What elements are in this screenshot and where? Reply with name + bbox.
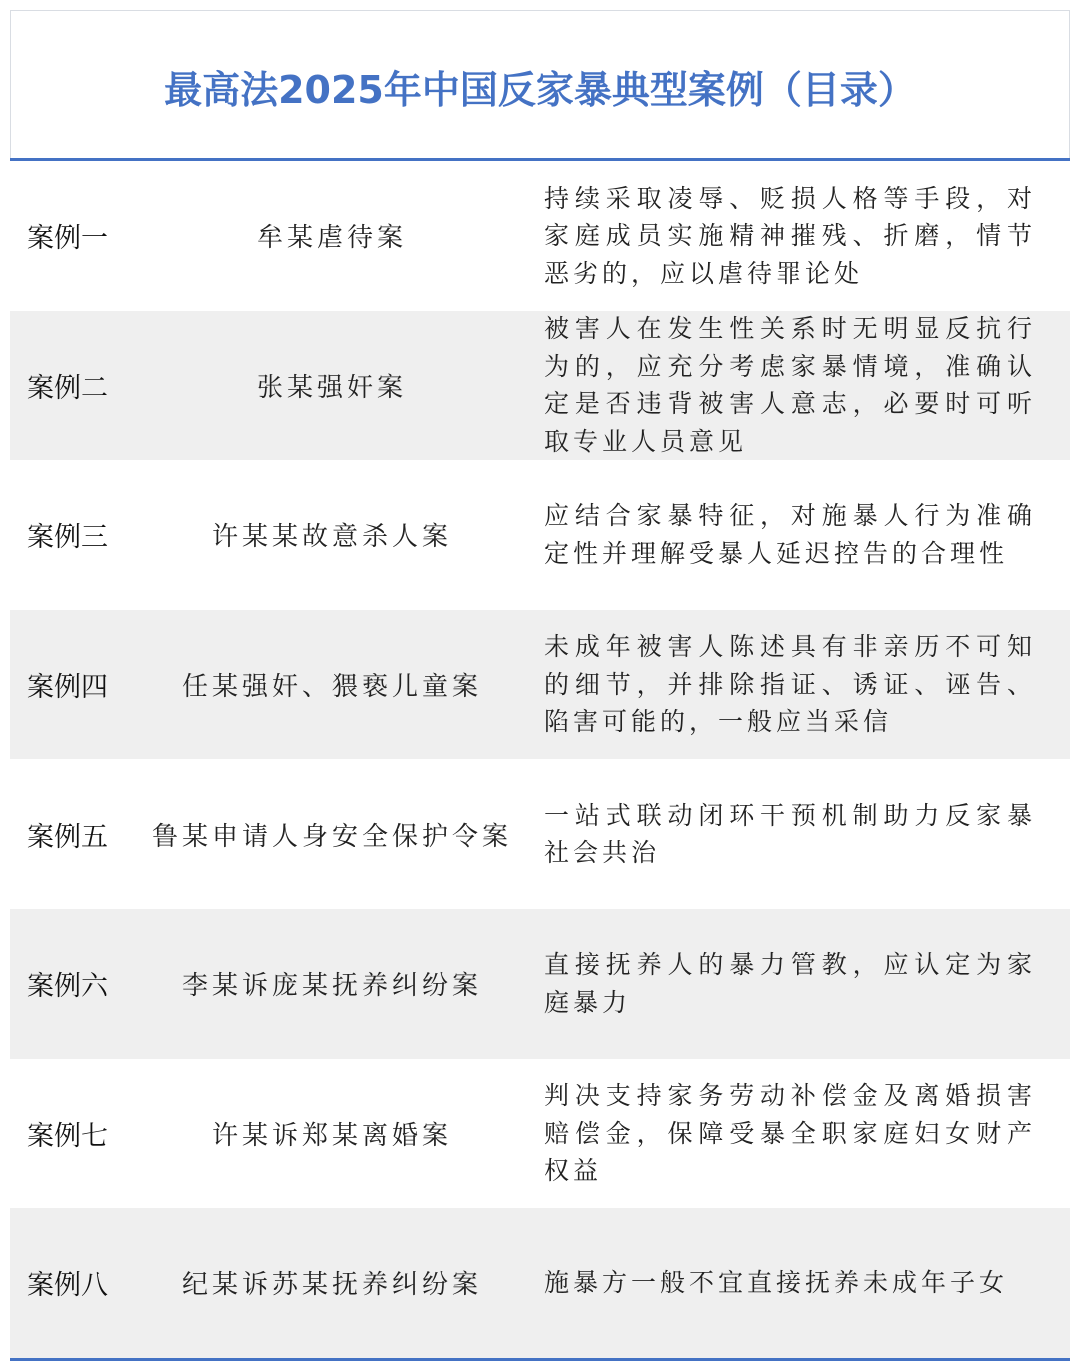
case-summary: 直接抚养人的暴力管教，应认定为家庭暴力 (544, 950, 1036, 1017)
case-table (10, 161, 1070, 1358)
case-summary: 一站式联动闭环干预机制助力反家暴社会共治 (544, 800, 1036, 868)
title-box (10, 10, 1070, 158)
case-summary: 应结合家暴特征，对施暴人行为准确定性并理解受暴人延迟控告的合理性 (544, 501, 1036, 568)
case-number: 案例二 (27, 372, 108, 404)
case-name: 李某诉庞某抚养纠纷案 (181, 971, 482, 1002)
table-row (10, 1059, 1070, 1209)
case-summary: 未成年被害人陈述具有非亲历不可知的细节，并排除指证、诱证、诬告、陷害可能的，一般应当采信 (544, 632, 1036, 737)
case-number: 案例三 (27, 522, 108, 554)
case-number: 案例四 (27, 672, 108, 704)
case-number: 案例一 (27, 223, 108, 255)
table-row (10, 460, 1070, 610)
case-summary: 施暴方一般不宜直接抚养未成年子女 (544, 1268, 1009, 1298)
case-number: 案例六 (27, 971, 108, 1003)
case-number: 案例八 (27, 1270, 108, 1302)
case-name: 任某强奸、猥亵儿童案 (181, 672, 482, 703)
bottom-divider (10, 1358, 1070, 1361)
case-summary: 判决支持家务劳动补偿金及离婚损害赔偿金，保障受暴全职家庭妇女财产权益 (544, 1081, 1036, 1186)
case-name: 许某某故意杀人案 (211, 522, 452, 553)
table-row (10, 610, 1070, 760)
case-summary: 持续采取凌辱、贬损人格等手段，对家庭成员实施精神摧残、折磨，情节恶劣的，应以虐待罪论处 (544, 183, 1036, 288)
table-row (10, 161, 1070, 311)
table-row (10, 1208, 1070, 1358)
case-number: 案例五 (27, 821, 108, 853)
case-number: 案例七 (27, 1120, 108, 1152)
document-page (10, 10, 1070, 1361)
table-row (10, 759, 1070, 909)
case-name: 鲁某申请人身安全保护令案 (151, 821, 512, 852)
case-summary: 被害人在发生性关系时无明显反抗行为的，应充分考虑家暴情境，准确认定是否违背被害人意志，必要时可听取专业人员意见 (544, 314, 1036, 456)
case-name: 许某诉郑某离婚案 (211, 1120, 452, 1151)
table-row (10, 311, 1070, 461)
case-name: 张某强奸案 (256, 372, 407, 403)
table-row (10, 909, 1070, 1059)
case-name: 纪某诉苏某抚养纠纷案 (181, 1270, 482, 1301)
case-name: 牟某虐待案 (256, 223, 407, 254)
page-title: 最高法2025年中国反家暴典型案例（目录） (164, 68, 916, 112)
